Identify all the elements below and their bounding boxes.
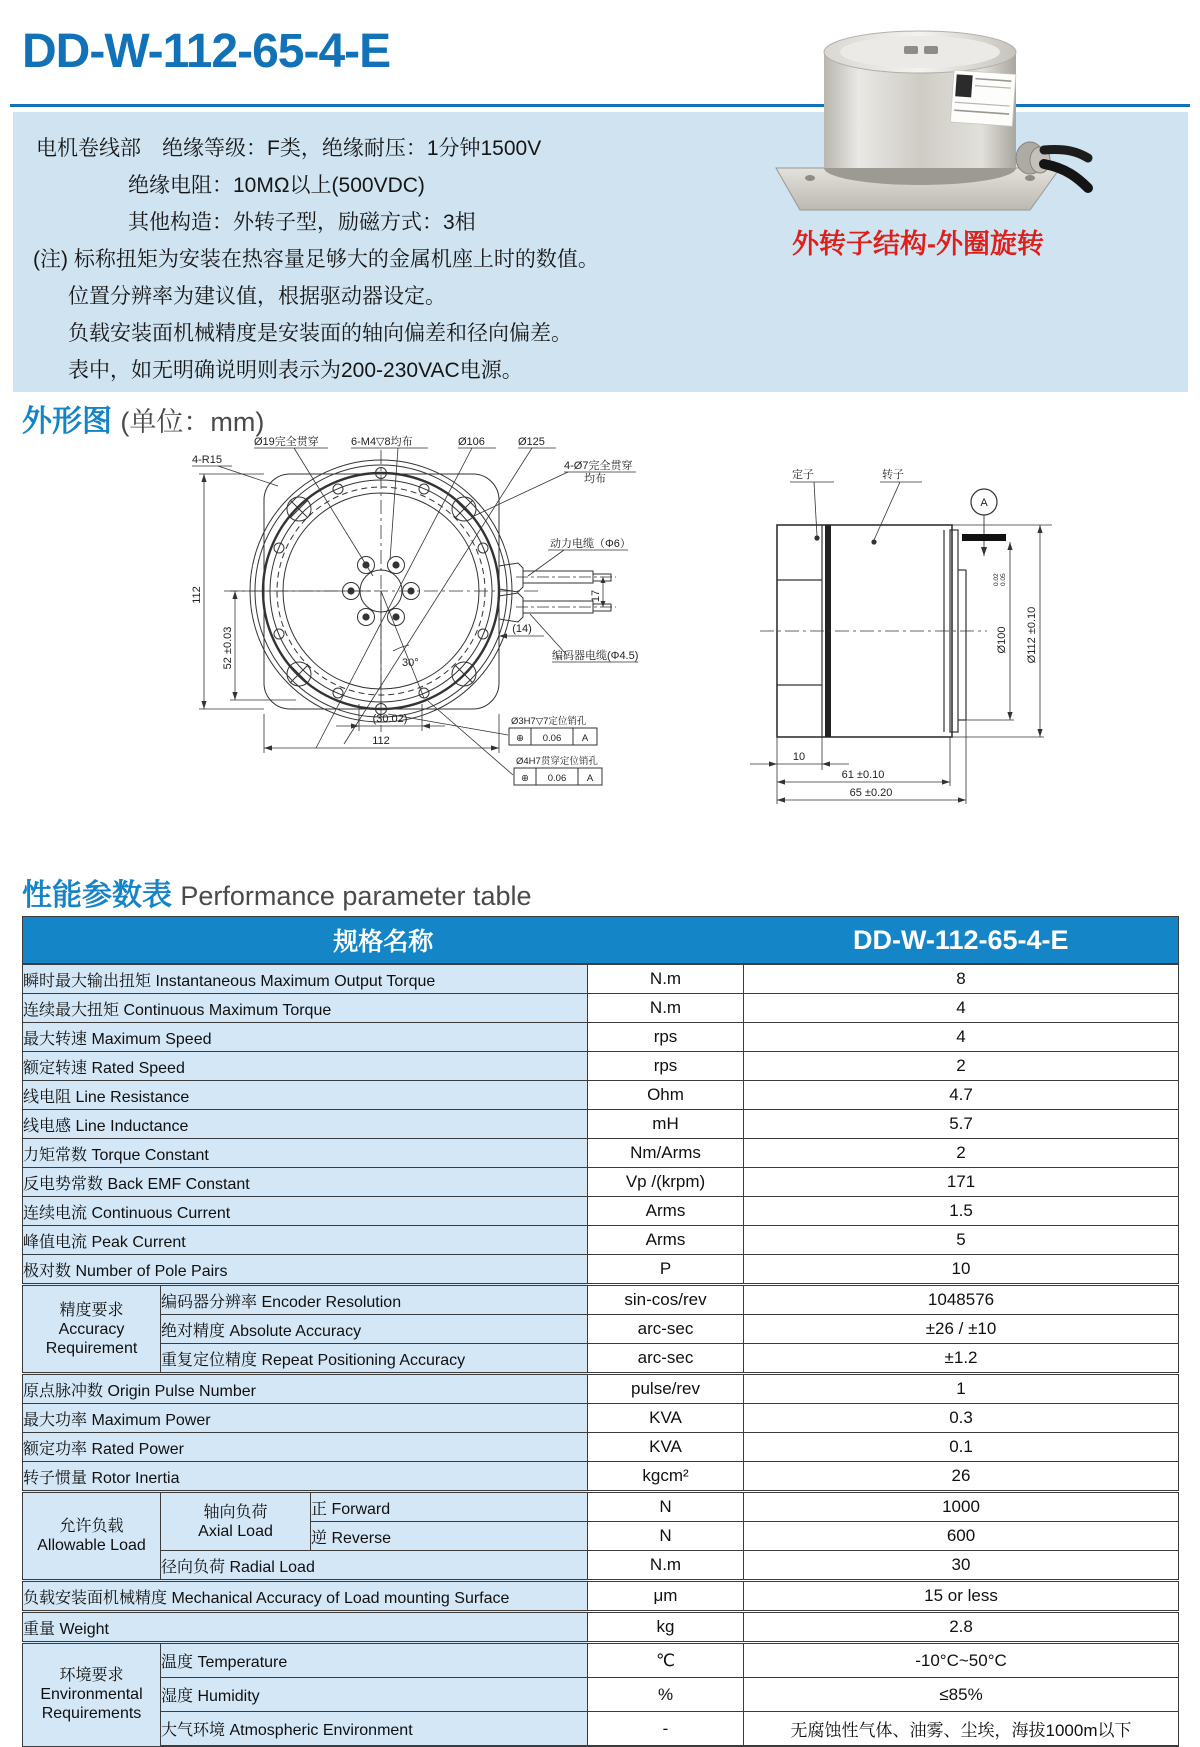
- param-value: 无腐蚀性气体、油雾、尘埃，海拔1000m以下: [744, 1712, 1179, 1747]
- table-row: [23, 1226, 1179, 1255]
- note-line: 电机卷线部 绝缘等级：F类，绝缘耐压：1分钟1500V: [36, 137, 542, 160]
- param-value: 4.7: [744, 1081, 1179, 1110]
- group-allowable-load: [23, 1492, 161, 1581]
- param-value: 600: [744, 1522, 1179, 1551]
- dim-52: 52 ±0.03: [222, 626, 234, 670]
- gdt-sym-2: ⊕: [521, 773, 529, 784]
- param-value: 2: [744, 1139, 1179, 1168]
- group-line: Axial Load: [198, 1522, 273, 1540]
- label-pin3: Ø3H7▽7定位销孔: [511, 716, 587, 727]
- group-line: Requirements: [41, 1705, 142, 1723]
- group-line: 环境要求: [59, 1667, 124, 1685]
- dim-14: (14): [512, 623, 532, 635]
- param-unit: N.m: [588, 994, 744, 1023]
- param-unit: %: [588, 1678, 744, 1712]
- table-row: [23, 1139, 1179, 1168]
- note-line: (注) 标称扭矩为安装在热容量足够大的金属机座上时的数值。: [33, 248, 599, 271]
- param-value: 26: [744, 1462, 1179, 1492]
- param-unit: KVA: [588, 1433, 744, 1462]
- param-unit: rps: [588, 1052, 744, 1081]
- notes-text: [33, 130, 599, 389]
- param-value: -10°C~50°C: [744, 1643, 1179, 1678]
- param-label: 峰值电流 Peak Current: [23, 1226, 588, 1255]
- table-row: [23, 1168, 1179, 1197]
- table-row: [23, 1110, 1179, 1139]
- param-unit: ℃: [588, 1643, 744, 1678]
- group-line: 允许负载: [59, 1518, 124, 1535]
- outline-heading-unit: (单位：mm): [120, 407, 265, 437]
- page-title: DD-W-112-65-4-E: [22, 25, 391, 78]
- header-spec-name: 规格名称: [23, 917, 744, 965]
- param-label: 反电势常数 Back EMF Constant: [23, 1168, 588, 1197]
- note-line: 其他构造：外转子型，励磁方式：3相: [128, 211, 476, 234]
- label-d19: Ø19完全贯穿: [254, 436, 319, 448]
- dim-61: 61 ±0.10: [841, 769, 885, 781]
- group-line: 轴向负荷: [203, 1503, 268, 1521]
- side-view-drawing: [722, 430, 1070, 808]
- param-unit: arc-sec: [588, 1315, 744, 1344]
- param-label: 负载安装面机械精度 Mechanical Accuracy of Load mounting Surface: [23, 1581, 588, 1612]
- table-row: [23, 1374, 1179, 1404]
- param-label: 径向负荷 Radial Load: [161, 1551, 588, 1581]
- gdt-tol-2: 0.06: [547, 773, 567, 784]
- photo-caption: 外转子结构-外圈旋转: [792, 229, 1044, 259]
- param-unit: Arms: [588, 1197, 744, 1226]
- param-value: 0.3: [744, 1404, 1179, 1433]
- param-label: 瞬时最大输出扭矩 Instantaneous Maximum Output Torque: [23, 964, 588, 994]
- param-unit: pulse/rev: [588, 1374, 744, 1404]
- param-label: 最大转速 Maximum Speed: [23, 1023, 588, 1052]
- param-unit: mH: [588, 1110, 744, 1139]
- dim-112-left: 112: [191, 586, 203, 604]
- table-row: [23, 1052, 1179, 1081]
- label-d106: Ø106: [458, 436, 485, 448]
- param-unit: N.m: [588, 1551, 744, 1581]
- table-row: [23, 1678, 1179, 1712]
- param-unit: Arms: [588, 1226, 744, 1255]
- param-label: 重复定位精度 Repeat Positioning Accuracy: [161, 1344, 588, 1374]
- label-power-cable: 动力电缆（Φ6）: [550, 538, 631, 550]
- param-label: 重量 Weight: [23, 1612, 588, 1643]
- param-unit: N.m: [588, 964, 744, 994]
- product-photo: [748, 0, 1088, 220]
- table-header-row: [23, 917, 1179, 965]
- table-row: [23, 1404, 1179, 1433]
- param-label: 大气环境 Atmospheric Environment: [161, 1712, 588, 1747]
- param-unit: Ohm: [588, 1081, 744, 1110]
- group-accuracy: [23, 1285, 161, 1374]
- param-label: 正 Forward: [311, 1492, 588, 1522]
- param-label: 线电感 Line Inductance: [23, 1110, 588, 1139]
- dim-d100: Ø100: [996, 626, 1008, 654]
- param-label: 转子惯量 Rotor Inertia: [23, 1462, 588, 1492]
- param-value: 8: [744, 964, 1179, 994]
- label-stator: 定子: [792, 469, 814, 481]
- param-unit: Nm/Arms: [588, 1139, 744, 1168]
- param-unit: KVA: [588, 1404, 744, 1433]
- param-unit: -: [588, 1712, 744, 1747]
- label-pin4: Ø4H7贯穿定位销孔: [516, 756, 598, 767]
- param-label: 最大功率 Maximum Power: [23, 1404, 588, 1433]
- performance-table: [22, 916, 1179, 1747]
- param-unit: N: [588, 1492, 744, 1522]
- table-row: [23, 1315, 1179, 1344]
- dim-d112: Ø112 ±0.10: [1026, 606, 1038, 664]
- label-rotor: 转子: [882, 469, 904, 481]
- table-row: [23, 1712, 1179, 1747]
- group-line: Allowable Load: [37, 1537, 146, 1554]
- param-unit: N: [588, 1522, 744, 1551]
- param-label: 湿度 Humidity: [161, 1678, 588, 1712]
- outline-heading-cn: 外形图: [22, 405, 112, 438]
- dim-10: 10: [792, 751, 806, 763]
- gdt-datum-2: A: [586, 773, 594, 784]
- note-line: 负载安装面机械精度是安装面的轴向偏差和径向偏差。: [68, 322, 572, 345]
- param-label: 连续电流 Continuous Current: [23, 1197, 588, 1226]
- note-line: 绝缘电阻：10MΩ以上(500VDC): [128, 174, 425, 197]
- table-row: [23, 1285, 1179, 1315]
- group-axial-load: [161, 1492, 311, 1551]
- table-row: [23, 1081, 1179, 1110]
- param-value: 4: [744, 1023, 1179, 1052]
- gdt-datum-1: A: [581, 733, 589, 744]
- param-value: 1: [744, 1374, 1179, 1404]
- gdt-sym-1: ⊕: [516, 733, 524, 744]
- table-row: [23, 1643, 1179, 1678]
- param-label: 原点脉冲数 Origin Pulse Number: [23, 1374, 588, 1404]
- param-value: 5: [744, 1226, 1179, 1255]
- param-value: 5.7: [744, 1110, 1179, 1139]
- label-encoder-cable: 编码器电缆(Φ4.5): [552, 650, 639, 662]
- param-unit: P: [588, 1255, 744, 1285]
- table-row: [23, 1551, 1179, 1581]
- front-view-labels: [191, 434, 638, 784]
- table-row: [23, 1197, 1179, 1226]
- param-unit: μm: [588, 1581, 744, 1612]
- param-unit: Vp /(krpm): [588, 1168, 744, 1197]
- param-unit: rps: [588, 1023, 744, 1052]
- group-line: 精度要求: [59, 1301, 124, 1319]
- table-row: [23, 1612, 1179, 1643]
- gdt-tol-1: 0.06: [542, 733, 562, 744]
- note-line: 位置分辨率为建议值，根据驱动器设定。: [68, 285, 446, 308]
- param-label: 编码器分辨率 Encoder Resolution: [161, 1285, 588, 1315]
- table-row: [23, 1433, 1179, 1462]
- label-d125: Ø125: [518, 436, 545, 448]
- param-label: 力矩常数 Torque Constant: [23, 1139, 588, 1168]
- param-label: 逆 Reverse: [311, 1522, 588, 1551]
- note-line: 表中，如无明确说明则表示为200-230VAC电源。: [68, 359, 523, 382]
- group-environment: [23, 1643, 161, 1747]
- group-line: Environmental: [40, 1686, 143, 1704]
- label-datum-a: A: [980, 497, 988, 509]
- param-value: 10: [744, 1255, 1179, 1285]
- dim-angle-30: 30°: [402, 657, 419, 669]
- param-label: 额定功率 Rated Power: [23, 1433, 588, 1462]
- dim-65: 65 ±0.20: [849, 787, 893, 799]
- param-label: 连续最大扭矩 Continuous Maximum Torque: [23, 994, 588, 1023]
- param-label: 极对数 Number of Pole Pairs: [23, 1255, 588, 1285]
- dim-d100-tol-bot: 0.05: [1000, 573, 1007, 586]
- table-row: [23, 1462, 1179, 1492]
- param-unit: kg: [588, 1612, 744, 1643]
- param-label: 额定转速 Rated Speed: [23, 1052, 588, 1081]
- param-label: 温度 Temperature: [161, 1643, 588, 1678]
- front-view-drawing: [166, 426, 641, 811]
- param-unit: kgcm²: [588, 1462, 744, 1492]
- dim-112-bottom: 112: [372, 735, 390, 747]
- param-unit: sin-cos/rev: [588, 1285, 744, 1315]
- motor-illustration: [776, 31, 1088, 210]
- group-line: Requirement: [45, 1339, 138, 1357]
- param-value: 4: [744, 994, 1179, 1023]
- param-value: 1048576: [744, 1285, 1179, 1315]
- header-model-name: DD-W-112-65-4-E: [744, 917, 1179, 965]
- label-4-r15: 4-R15: [192, 454, 222, 466]
- label-4-d7: 4-Ø7完全贯穿: [564, 460, 633, 472]
- dim-17: 17: [590, 589, 602, 603]
- param-label: 绝对精度 Absolute Accuracy: [161, 1315, 588, 1344]
- param-value: 2.8: [744, 1612, 1179, 1643]
- param-value: 1.5: [744, 1197, 1179, 1226]
- perf-heading-en: Performance parameter table: [180, 881, 532, 911]
- param-value: ±26 / ±10: [744, 1315, 1179, 1344]
- param-value: 1000: [744, 1492, 1179, 1522]
- param-value: 171: [744, 1168, 1179, 1197]
- table-row: [23, 1023, 1179, 1052]
- param-value: ≤85%: [744, 1678, 1179, 1712]
- param-label: 线电阻 Line Resistance: [23, 1081, 588, 1110]
- perf-section-heading: [22, 870, 532, 914]
- group-line: Accuracy: [58, 1320, 125, 1338]
- param-value: 0.1: [744, 1433, 1179, 1462]
- table-row: [23, 1255, 1179, 1285]
- table-row: [23, 964, 1179, 994]
- table-row: [23, 1581, 1179, 1612]
- label-4-d7-2: 均布: [584, 473, 606, 485]
- table-row: [23, 1492, 1179, 1522]
- param-value: 2: [744, 1052, 1179, 1081]
- param-value: 30: [744, 1551, 1179, 1581]
- param-unit: arc-sec: [588, 1344, 744, 1374]
- table-row: [23, 994, 1179, 1023]
- front-view-geometry: [192, 448, 638, 785]
- param-value: 15 or less: [744, 1581, 1179, 1612]
- param-value: ±1.2: [744, 1344, 1179, 1374]
- table-row: [23, 1344, 1179, 1374]
- dim-30-02: (30.02): [372, 713, 408, 725]
- label-6-m4: 6-M4▽8均布: [351, 436, 413, 448]
- perf-heading-cn: 性能参数表: [22, 879, 172, 912]
- dim-d100-tol-top: 0.02: [993, 573, 1000, 586]
